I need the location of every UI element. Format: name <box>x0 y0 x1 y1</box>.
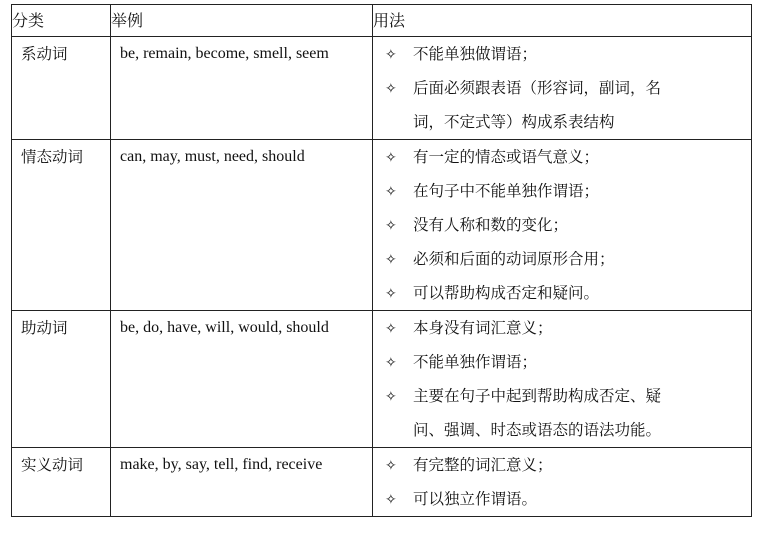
verb-classification-table <box>11 4 752 517</box>
usage-text: 后面必须跟表语（形容词，副词，名 <box>413 79 662 97</box>
four-point-star-bullet-icon: ✧ <box>385 47 397 63</box>
four-point-star-bullet-icon: ✧ <box>385 286 397 302</box>
four-point-star-bullet-icon: ✧ <box>385 389 397 405</box>
usage-line <box>373 448 751 482</box>
usage-text: 有完整的词汇意义； <box>413 456 553 474</box>
usage-text: 可以帮助构成否定和疑问。 <box>413 284 600 302</box>
four-point-star-bullet-icon: ✧ <box>385 150 397 166</box>
usage-line <box>373 413 751 447</box>
four-point-star-bullet-icon: ✧ <box>385 355 397 371</box>
category-cell: 实义动词 <box>12 448 111 517</box>
four-point-star-bullet-icon: ✧ <box>385 492 397 508</box>
examples-cell: make, by, say, tell, find, receive <box>111 448 373 517</box>
category-cell: 助动词 <box>12 311 111 448</box>
table-row <box>12 448 752 517</box>
usage-line <box>373 174 751 208</box>
four-point-star-bullet-icon: ✧ <box>385 252 397 268</box>
usage-text: 有一定的情态或语气意义； <box>413 148 600 166</box>
category-cell: 情态动词 <box>12 140 111 311</box>
usage-cell <box>373 448 752 517</box>
table-row <box>12 140 752 311</box>
usage-text: 没有人称和数的变化； <box>413 216 569 234</box>
four-point-star-bullet-icon: ✧ <box>385 218 397 234</box>
table-row <box>12 37 752 140</box>
usage-line <box>373 311 751 345</box>
usage-cell <box>373 37 752 140</box>
usage-cell <box>373 140 752 311</box>
usage-text: 不能单独作谓语； <box>413 353 538 371</box>
table-row <box>12 311 752 448</box>
usage-text: 词，不定式等）构成系表结构 <box>413 113 615 131</box>
usage-text: 问、强调、时态或语态的语法功能。 <box>413 421 662 439</box>
usage-text: 本身没有词汇意义； <box>413 319 553 337</box>
usage-text: 不能单独做谓语； <box>413 45 538 63</box>
four-point-star-bullet-icon: ✧ <box>385 81 397 97</box>
usage-line <box>373 140 751 174</box>
four-point-star-bullet-icon: ✧ <box>385 184 397 200</box>
four-point-star-bullet-icon: ✧ <box>385 321 397 337</box>
table-body <box>12 37 752 517</box>
usage-line <box>373 208 751 242</box>
usage-cell <box>373 311 752 448</box>
examples-cell: can, may, must, need, should <box>111 140 373 311</box>
usage-text: 必须和后面的动词原形合用； <box>413 250 615 268</box>
usage-line <box>373 379 751 413</box>
usage-line <box>373 37 751 71</box>
usage-line <box>373 242 751 276</box>
usage-text: 主要在句子中起到帮助构成否定、疑 <box>413 387 662 405</box>
usage-line <box>373 276 751 310</box>
usage-text: 在句子中不能单独作谓语； <box>413 182 600 200</box>
usage-text: 可以独立作谓语。 <box>413 490 538 508</box>
header-examples: 举例 <box>111 5 373 37</box>
usage-line <box>373 105 751 139</box>
examples-cell: be, do, have, will, would, should <box>111 311 373 448</box>
four-point-star-bullet-icon: ✧ <box>385 458 397 474</box>
usage-line <box>373 482 751 516</box>
header-row <box>12 5 752 37</box>
examples-cell: be, remain, become, smell, seem <box>111 37 373 140</box>
category-cell: 系动词 <box>12 37 111 140</box>
usage-line <box>373 345 751 379</box>
usage-line <box>373 71 751 105</box>
header-category: 分类 <box>12 5 111 37</box>
header-usage: 用法 <box>373 5 752 37</box>
